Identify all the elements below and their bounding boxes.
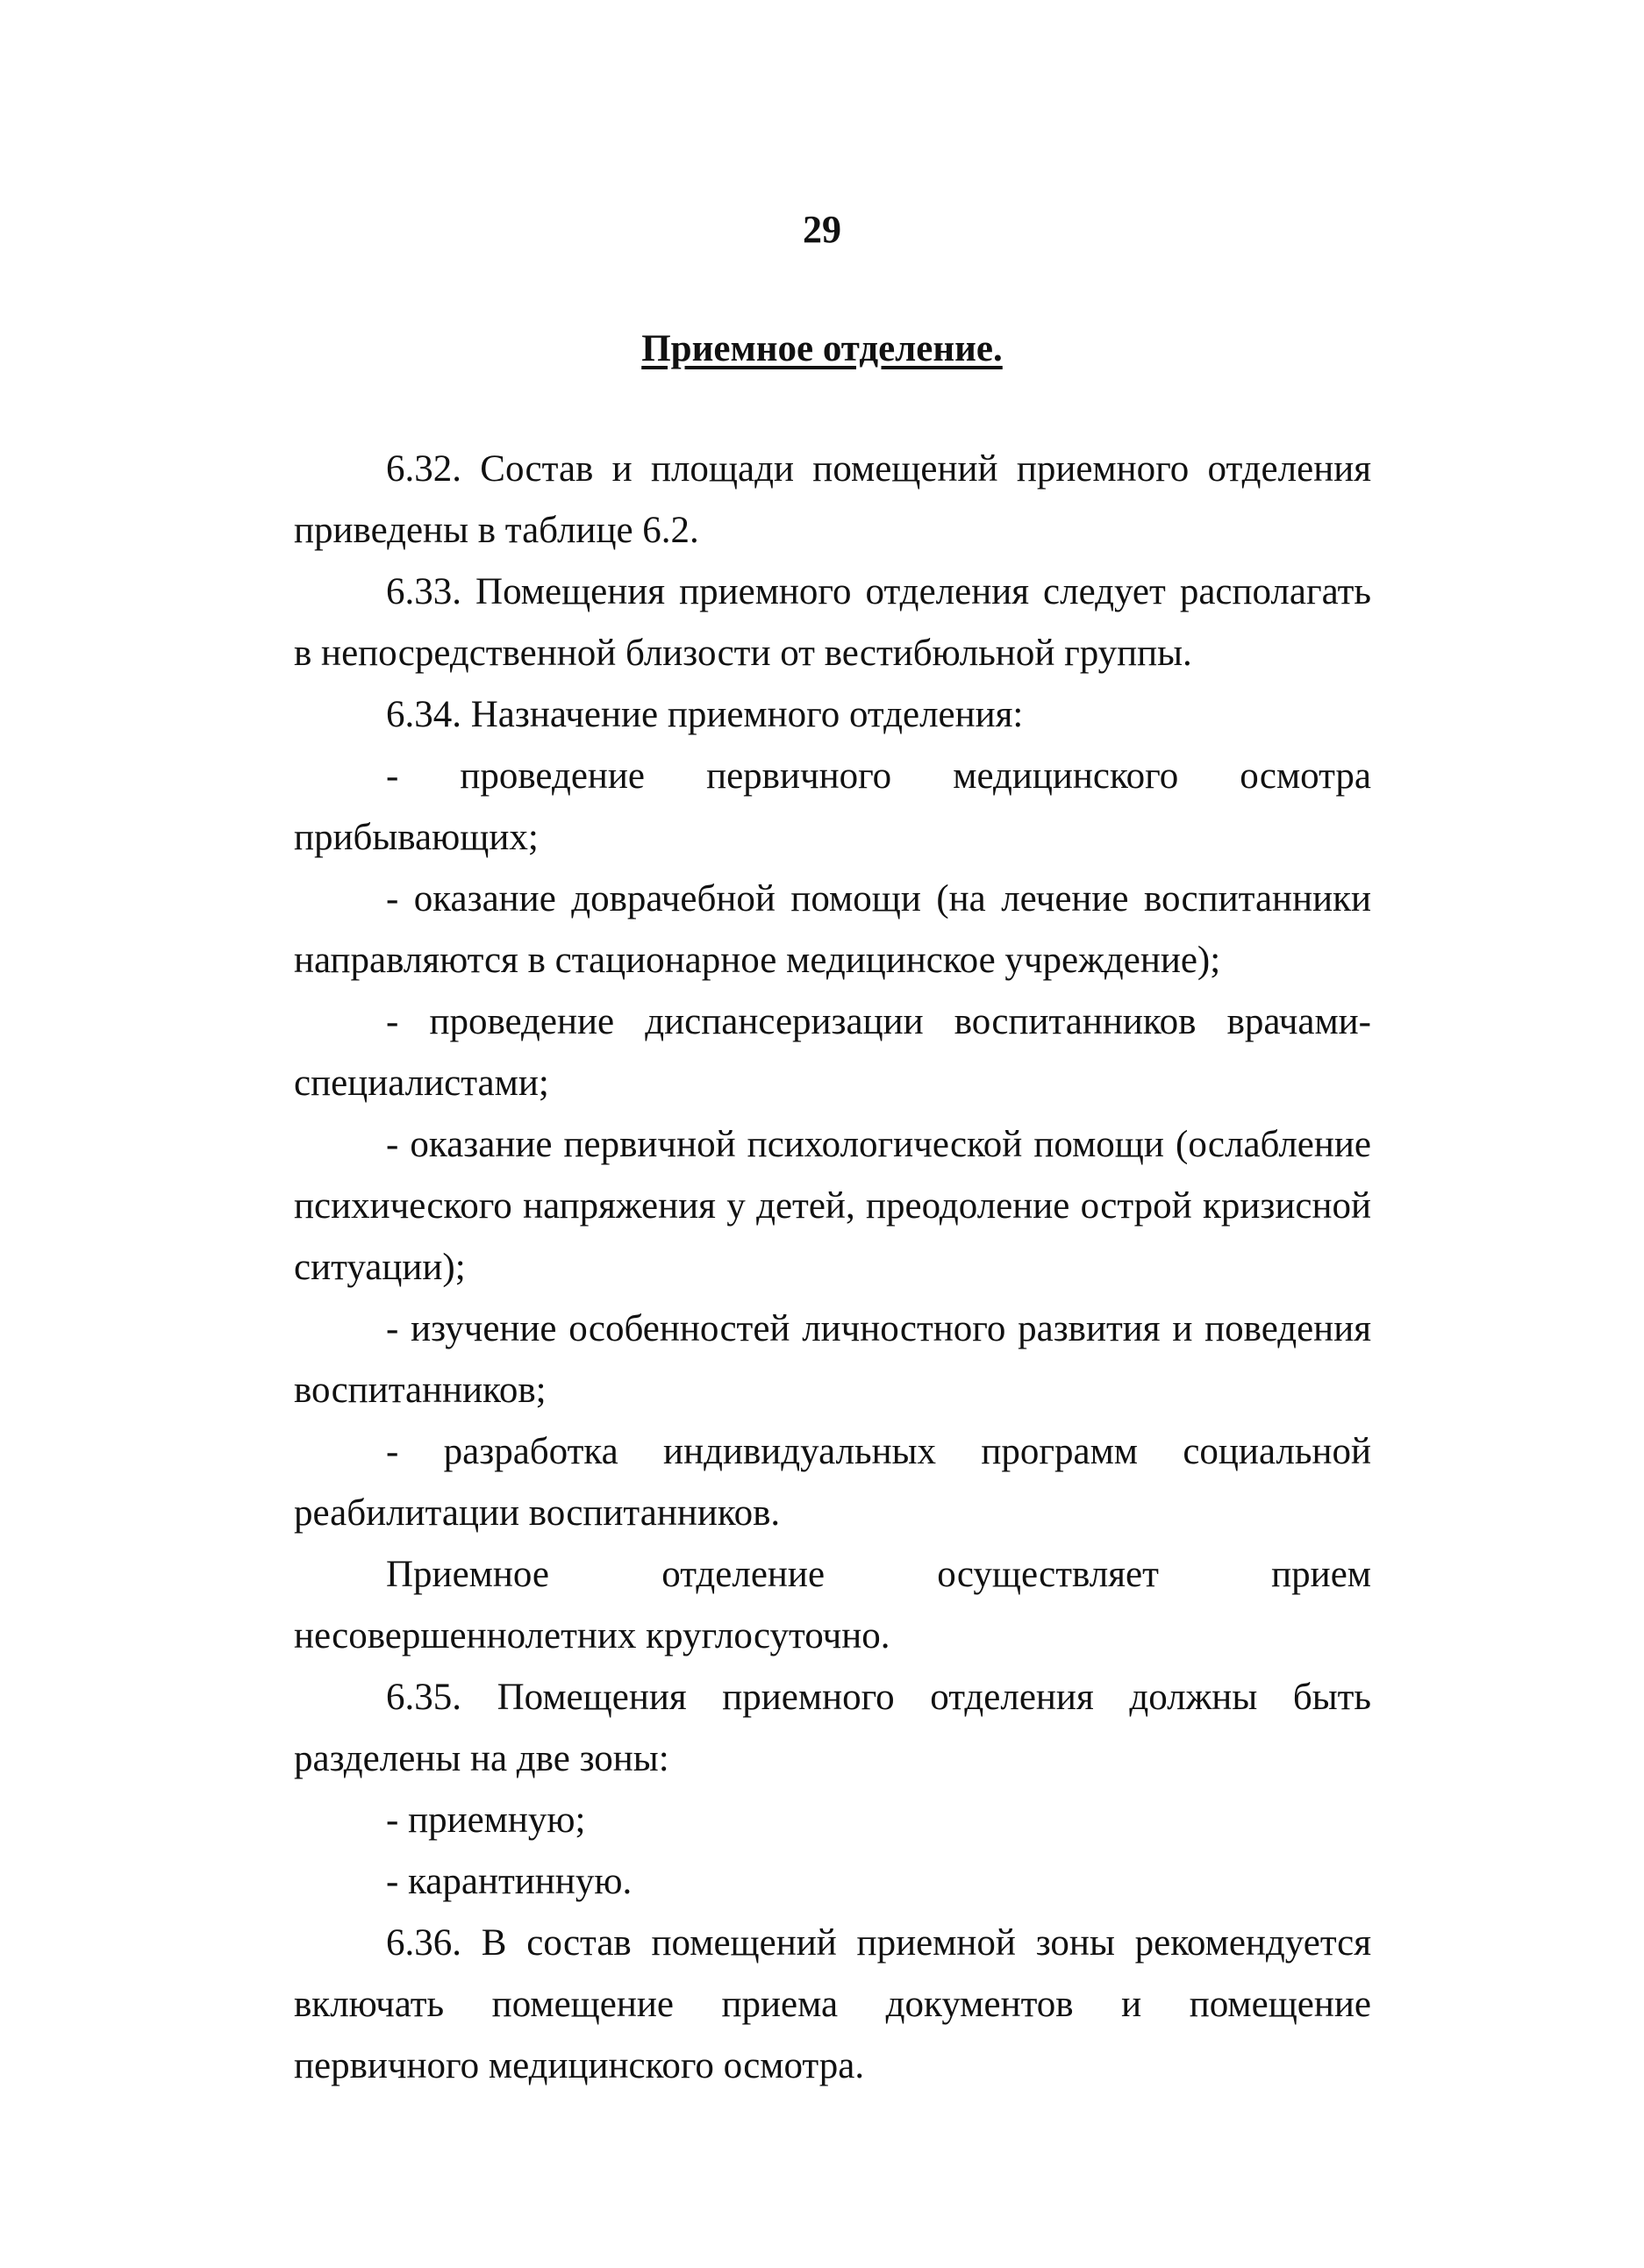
paragraph-6-32: 6.32. Состав и площади помещений приемного отделения приведены в таблице 6.2.: [294, 448, 1371, 551]
section-title: [0, 323, 1644, 376]
page-number: 29: [803, 208, 841, 251]
section-title-text: Приемное отделение.: [641, 328, 1003, 369]
paragraph-6-35: 6.35. Помещения приемного отделения должны быть разделены на две зоны:: [294, 1677, 1371, 1779]
paragraph-6-34: 6.34. Назначение приемного отделения:: [386, 694, 1024, 735]
list-item: - карантинную.: [386, 1861, 633, 1902]
list-item: - изучение особенностей личностного развития и поведения воспитанников;: [294, 1308, 1371, 1411]
list-item: - разработка индивидуальных программ социальной реабилитации воспитанников.: [294, 1431, 1371, 1534]
paragraph-admission: Приемное отделение осуществляет прием несовершеннолетних круглосуточно.: [294, 1554, 1371, 1656]
list-item: - оказание первичной психологической помощи (ослабление психического напряжения у детей, преодоление острой кризисной ситуации);: [294, 1124, 1371, 1288]
document-body: [294, 439, 1371, 2097]
paragraph-6-33: 6.33. Помещения приемного отделения следует располагать в непосредственной близости от вестибюльной группы.: [294, 571, 1371, 674]
list-item: - оказание доврачебной помощи (на лечение воспитанники направляются в стационарное медицинское учреждение);: [294, 878, 1371, 981]
list-item: - проведение диспансеризации воспитанников врачами-специалистами;: [294, 1001, 1371, 1104]
list-item: - приемную;: [386, 1799, 586, 1841]
paragraph-6-36: 6.36. В состав помещений приемной зоны рекомендуется включать помещение приема документов и помещение первичного медицинского осмотра.: [294, 1922, 1371, 2086]
list-item: - проведение первичного медицинского осмотра прибывающих;: [294, 755, 1371, 858]
